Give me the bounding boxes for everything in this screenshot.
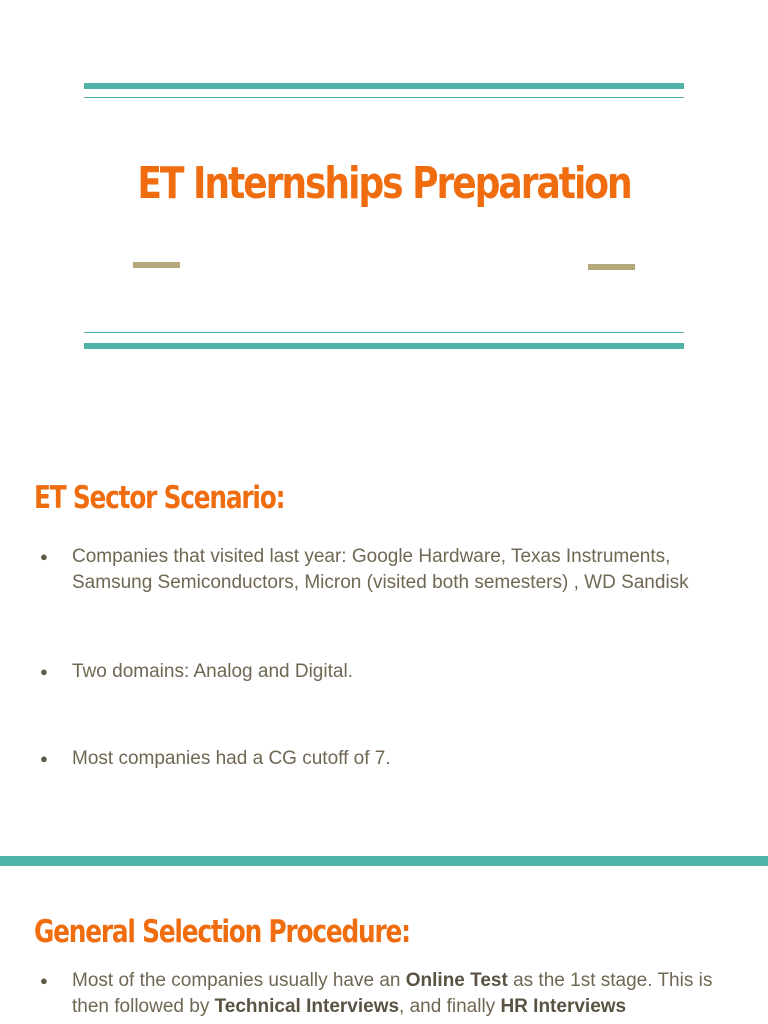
selection-procedure-slide bbox=[0, 866, 768, 1024]
bullet-item bbox=[40, 968, 730, 1020]
hr-interviews-emphasis: HR Interviews bbox=[500, 996, 627, 1017]
sector-heading: ET Sector Scenario: bbox=[34, 480, 285, 516]
bullet-dot-icon: ● bbox=[40, 751, 48, 766]
slide-divider-bar bbox=[0, 856, 768, 866]
text-segment: as the 1st stage. This is then followed by bbox=[72, 970, 713, 1017]
bullet-dot-icon: ● bbox=[40, 549, 48, 564]
bullet-text bbox=[72, 968, 730, 1020]
bullet-text: Two domains: Analog and Digital. bbox=[72, 661, 353, 682]
sector-scenario-slide bbox=[0, 430, 768, 856]
procedure-heading: General Selection Procedure: bbox=[34, 914, 410, 950]
text-segment: , and finally bbox=[399, 996, 501, 1017]
bullet-text: Companies that visited last year: Google Hardware, Texas Instruments, Samsung Semiconductors, Micron (visited both semesters) , WD Sandisk bbox=[72, 546, 689, 593]
top-thick-rule bbox=[84, 83, 684, 89]
bottom-thin-rule bbox=[84, 332, 684, 333]
bullet-item bbox=[40, 659, 730, 685]
left-accent-dash bbox=[133, 262, 180, 268]
title-slide bbox=[0, 0, 768, 430]
right-accent-dash bbox=[588, 264, 635, 270]
bullet-text: Most companies had a CG cutoff of 7. bbox=[72, 748, 391, 769]
bottom-thick-rule bbox=[84, 343, 684, 349]
technical-interviews-emphasis: Technical Interviews bbox=[214, 996, 400, 1017]
online-test-emphasis: Online Test bbox=[405, 970, 508, 991]
presentation-title: ET Internships Preparation bbox=[137, 158, 631, 209]
bullet-dot-icon: ● bbox=[40, 973, 48, 988]
text-segment: Most of the companies usually have an bbox=[72, 970, 406, 991]
bullet-dot-icon: ● bbox=[40, 664, 48, 679]
bullet-item bbox=[40, 544, 730, 596]
bullet-item bbox=[40, 746, 730, 772]
top-thin-rule bbox=[84, 97, 684, 98]
